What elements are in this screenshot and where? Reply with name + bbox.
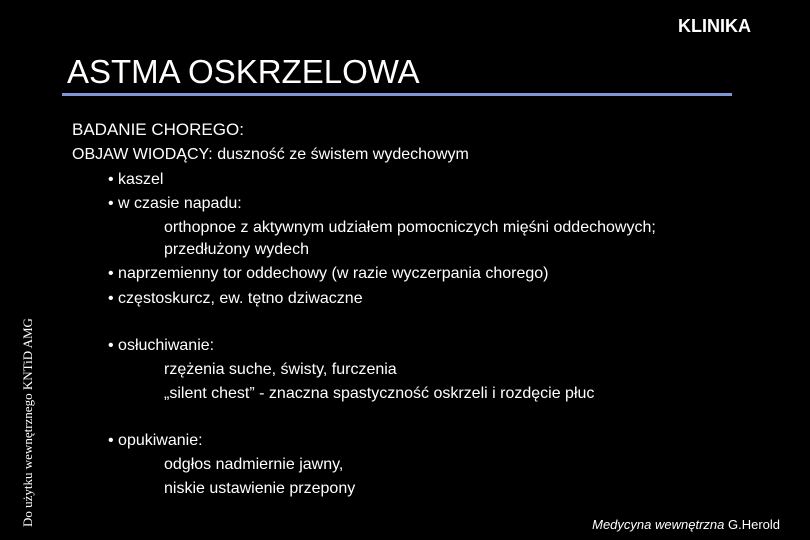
bullet-tachycardia: • częstoskurcz, ew. tętno dziwaczne <box>108 290 363 307</box>
auscultation-label: • osłuchiwanie: <box>108 337 215 354</box>
percussion-label: • opukiwanie: <box>108 432 203 449</box>
section-tag: KLINIKA <box>678 16 751 36</box>
attack-detail-orthopnoe: orthopnoe z aktywnym udziałem pomocniczych mięśni oddechowych; <box>164 219 656 236</box>
attack-detail-expiration: przedłużony wydech <box>164 241 309 258</box>
source-book-title: Medycyna wewnętrzna <box>592 517 725 532</box>
source-author: G.Herold <box>724 517 780 532</box>
percussion-detail-sound: odgłos nadmiernie jawny, <box>164 456 344 473</box>
bullet-attack: • w czasie napadu: <box>108 195 242 212</box>
section-heading: BADANIE CHOREGO: <box>72 120 244 139</box>
source-footer <box>592 517 780 532</box>
auscultation-detail-rales: rzężenia suche, świsty, furczenia <box>164 361 397 378</box>
bullet-cough: • kaszel <box>108 171 164 188</box>
percussion-detail-diaphragm: niskie ustawienie przepony <box>164 480 356 497</box>
bullet-breathing-pattern: • naprzemienny tor oddechowy (w razie wyczerpania chorego) <box>108 265 549 282</box>
auscultation-detail-silent-chest: „silent chest” - znaczna spastyczność oskrzeli i rozdęcie płuc <box>164 385 595 402</box>
internal-use-note: Do użytku wewnętrznego KNTiD AMG <box>20 318 35 527</box>
slide-title: ASTMA OSKRZELOWA <box>67 53 420 90</box>
lead-symptom: OBJAW WIODĄCY: duszność ze świstem wydechowym <box>72 146 469 163</box>
